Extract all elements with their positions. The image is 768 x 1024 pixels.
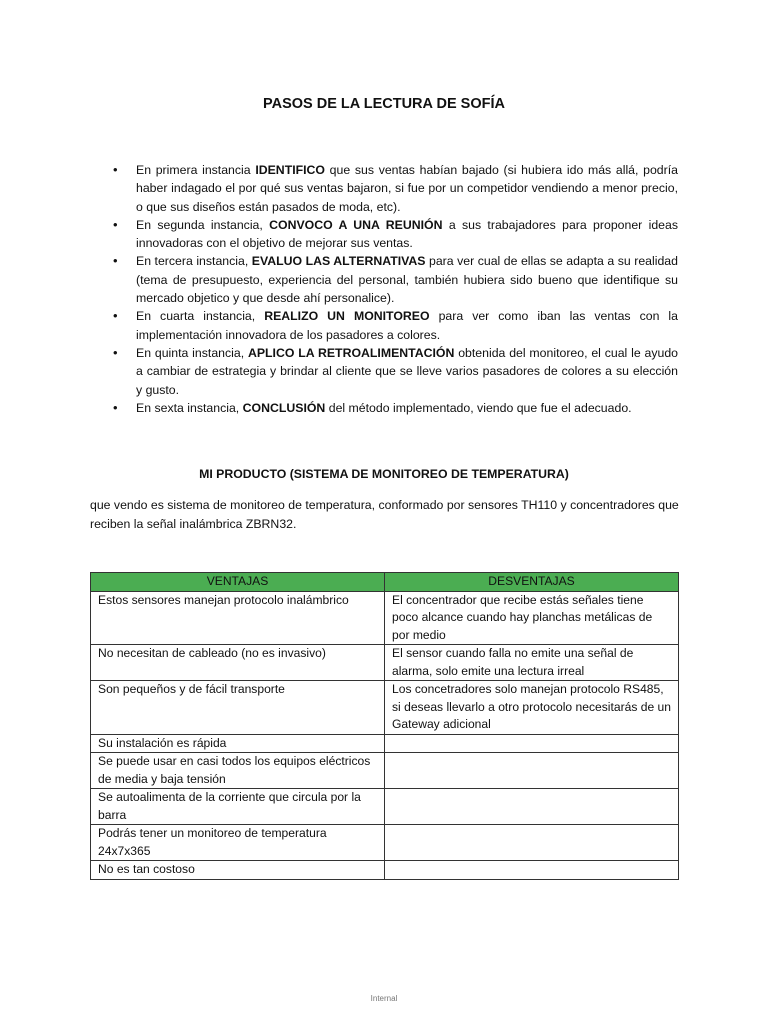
bullet-dot-icon: • [113, 253, 118, 269]
table-cell-desventaja: El sensor cuando falla no emite una señal de alarma, solo emite una lectura irreal [385, 645, 679, 681]
header-ventajas: VENTAJAS [91, 573, 385, 592]
step-pre: En quinta instancia, [136, 345, 248, 360]
step-keyword: IDENTIFICO [255, 163, 325, 177]
table-row [91, 789, 679, 825]
step-post: del método implementado, viendo que fue el adecuado. [325, 400, 632, 415]
table-cell-ventaja: Se puede usar en casi todos los equipos eléctricos de media y baja tensión [91, 753, 385, 789]
list-item [110, 161, 678, 216]
bullet-dot-icon: • [113, 344, 118, 360]
step-pre: En tercera instancia, [136, 254, 252, 269]
table-cell-ventaja: Su instalación es rápida [91, 734, 385, 753]
table-cell-ventaja: No necesitan de cableado (no es invasivo) [91, 645, 385, 681]
list-item [110, 216, 678, 253]
table-row [91, 681, 679, 735]
step-post: a sus trabajadores para proponer ideas innovadoras con el objetivo de mejorar sus ventas. [136, 217, 678, 251]
table-row [91, 645, 679, 681]
footer-classification: Internal [370, 994, 398, 1003]
bullet-dot-icon: • [113, 399, 118, 415]
table-cell-desventaja [385, 753, 679, 789]
table-cell-desventaja [385, 734, 679, 753]
step-keyword: APLICO LA RETROALIMENTACIÓN [247, 345, 455, 360]
table-row [91, 861, 679, 880]
section-title: MI PRODUCTO (SISTEMA DE MONITOREO DE TEMPERATURA) [199, 467, 569, 481]
comparison-table [90, 572, 679, 880]
step-keyword: REALIZO UN MONITOREO [264, 309, 430, 324]
list-item [110, 252, 678, 307]
step-pre: En sexta instancia, [136, 400, 243, 415]
step-post: para ver como iban las ventas con la implementación innovadora de los pasadores a colores. [136, 309, 678, 342]
step-post: obtenida del monitoreo, el cual le ayudo a cambiar de estrategia y brindar al cliente que se lleve varios pasadores de colores a su elección y gusto. [136, 345, 678, 397]
bullet-dot-icon: • [113, 216, 118, 232]
table-cell-desventaja [385, 861, 679, 880]
step-post: para ver cual de ellas se adapta a su realidad (tema de presupuesto, experiencia del personal, también hubiera sido bueno que identifique su mercado objetico y que desde ahí personalice). [136, 254, 678, 306]
intro-paragraph: que vendo es sistema de monitoreo de temperatura, conformado por sensores TH110 y concentradores que reciben la señal inalámbrica ZBRN32. [90, 498, 679, 531]
step-keyword: CONCLUSIÓN [242, 400, 326, 415]
page-title: PASOS DE LA LECTURA DE SOFÍA [263, 96, 505, 112]
table-cell-ventaja: Estos sensores manejan protocolo inalámbrico [91, 591, 385, 645]
table-cell-ventaja: Se autoalimenta de la corriente que circula por la barra [91, 789, 385, 825]
table-cell-desventaja: El concentrador que recibe estás señales tiene poco alcance cuando hay planchas metálicas de por medio [385, 591, 679, 645]
table-cell-ventaja: Podrás tener un monitoreo de temperatura 24x7x365 [91, 825, 385, 861]
table-cell-ventaja: No es tan costoso [91, 861, 385, 880]
table-row [91, 591, 679, 645]
bullet-dot-icon: • [113, 308, 118, 324]
table-row [91, 753, 679, 789]
bullet-dot-icon: • [113, 162, 118, 177]
step-keyword: CONVOCO A UNA REUNIÓN [269, 217, 443, 232]
table-cell-desventaja: Los concetradores solo manejan protocolo RS485, si deseas llevarlo a otro protocolo necesitarás de un Gateway adicional [385, 681, 679, 735]
step-pre: En primera instancia [136, 163, 256, 177]
table-cell-ventaja: Son pequeños y de fácil transporte [91, 681, 385, 735]
table-cell-desventaja [385, 789, 679, 825]
steps-list [110, 161, 678, 417]
table-row [91, 825, 679, 861]
list-item [110, 344, 678, 399]
table-row [91, 734, 679, 753]
header-desventajas: DESVENTAJAS [385, 573, 679, 592]
table-header-row [91, 573, 679, 592]
step-pre: En cuarta instancia, [136, 309, 265, 324]
step-post: que sus ventas habían bajado (si hubiera ido más allá, podría haber indagado el por qué sus ventas bajaron, si fue por un competidor vendiendo a menor precio, o que sus diseños están pasados de moda, etc). [136, 163, 678, 214]
list-item [110, 399, 678, 417]
step-keyword: EVALUO LAS ALTERNATIVAS [251, 254, 426, 269]
list-item [110, 307, 678, 344]
table-cell-desventaja [385, 825, 679, 861]
step-pre: En segunda instancia, [136, 217, 270, 232]
